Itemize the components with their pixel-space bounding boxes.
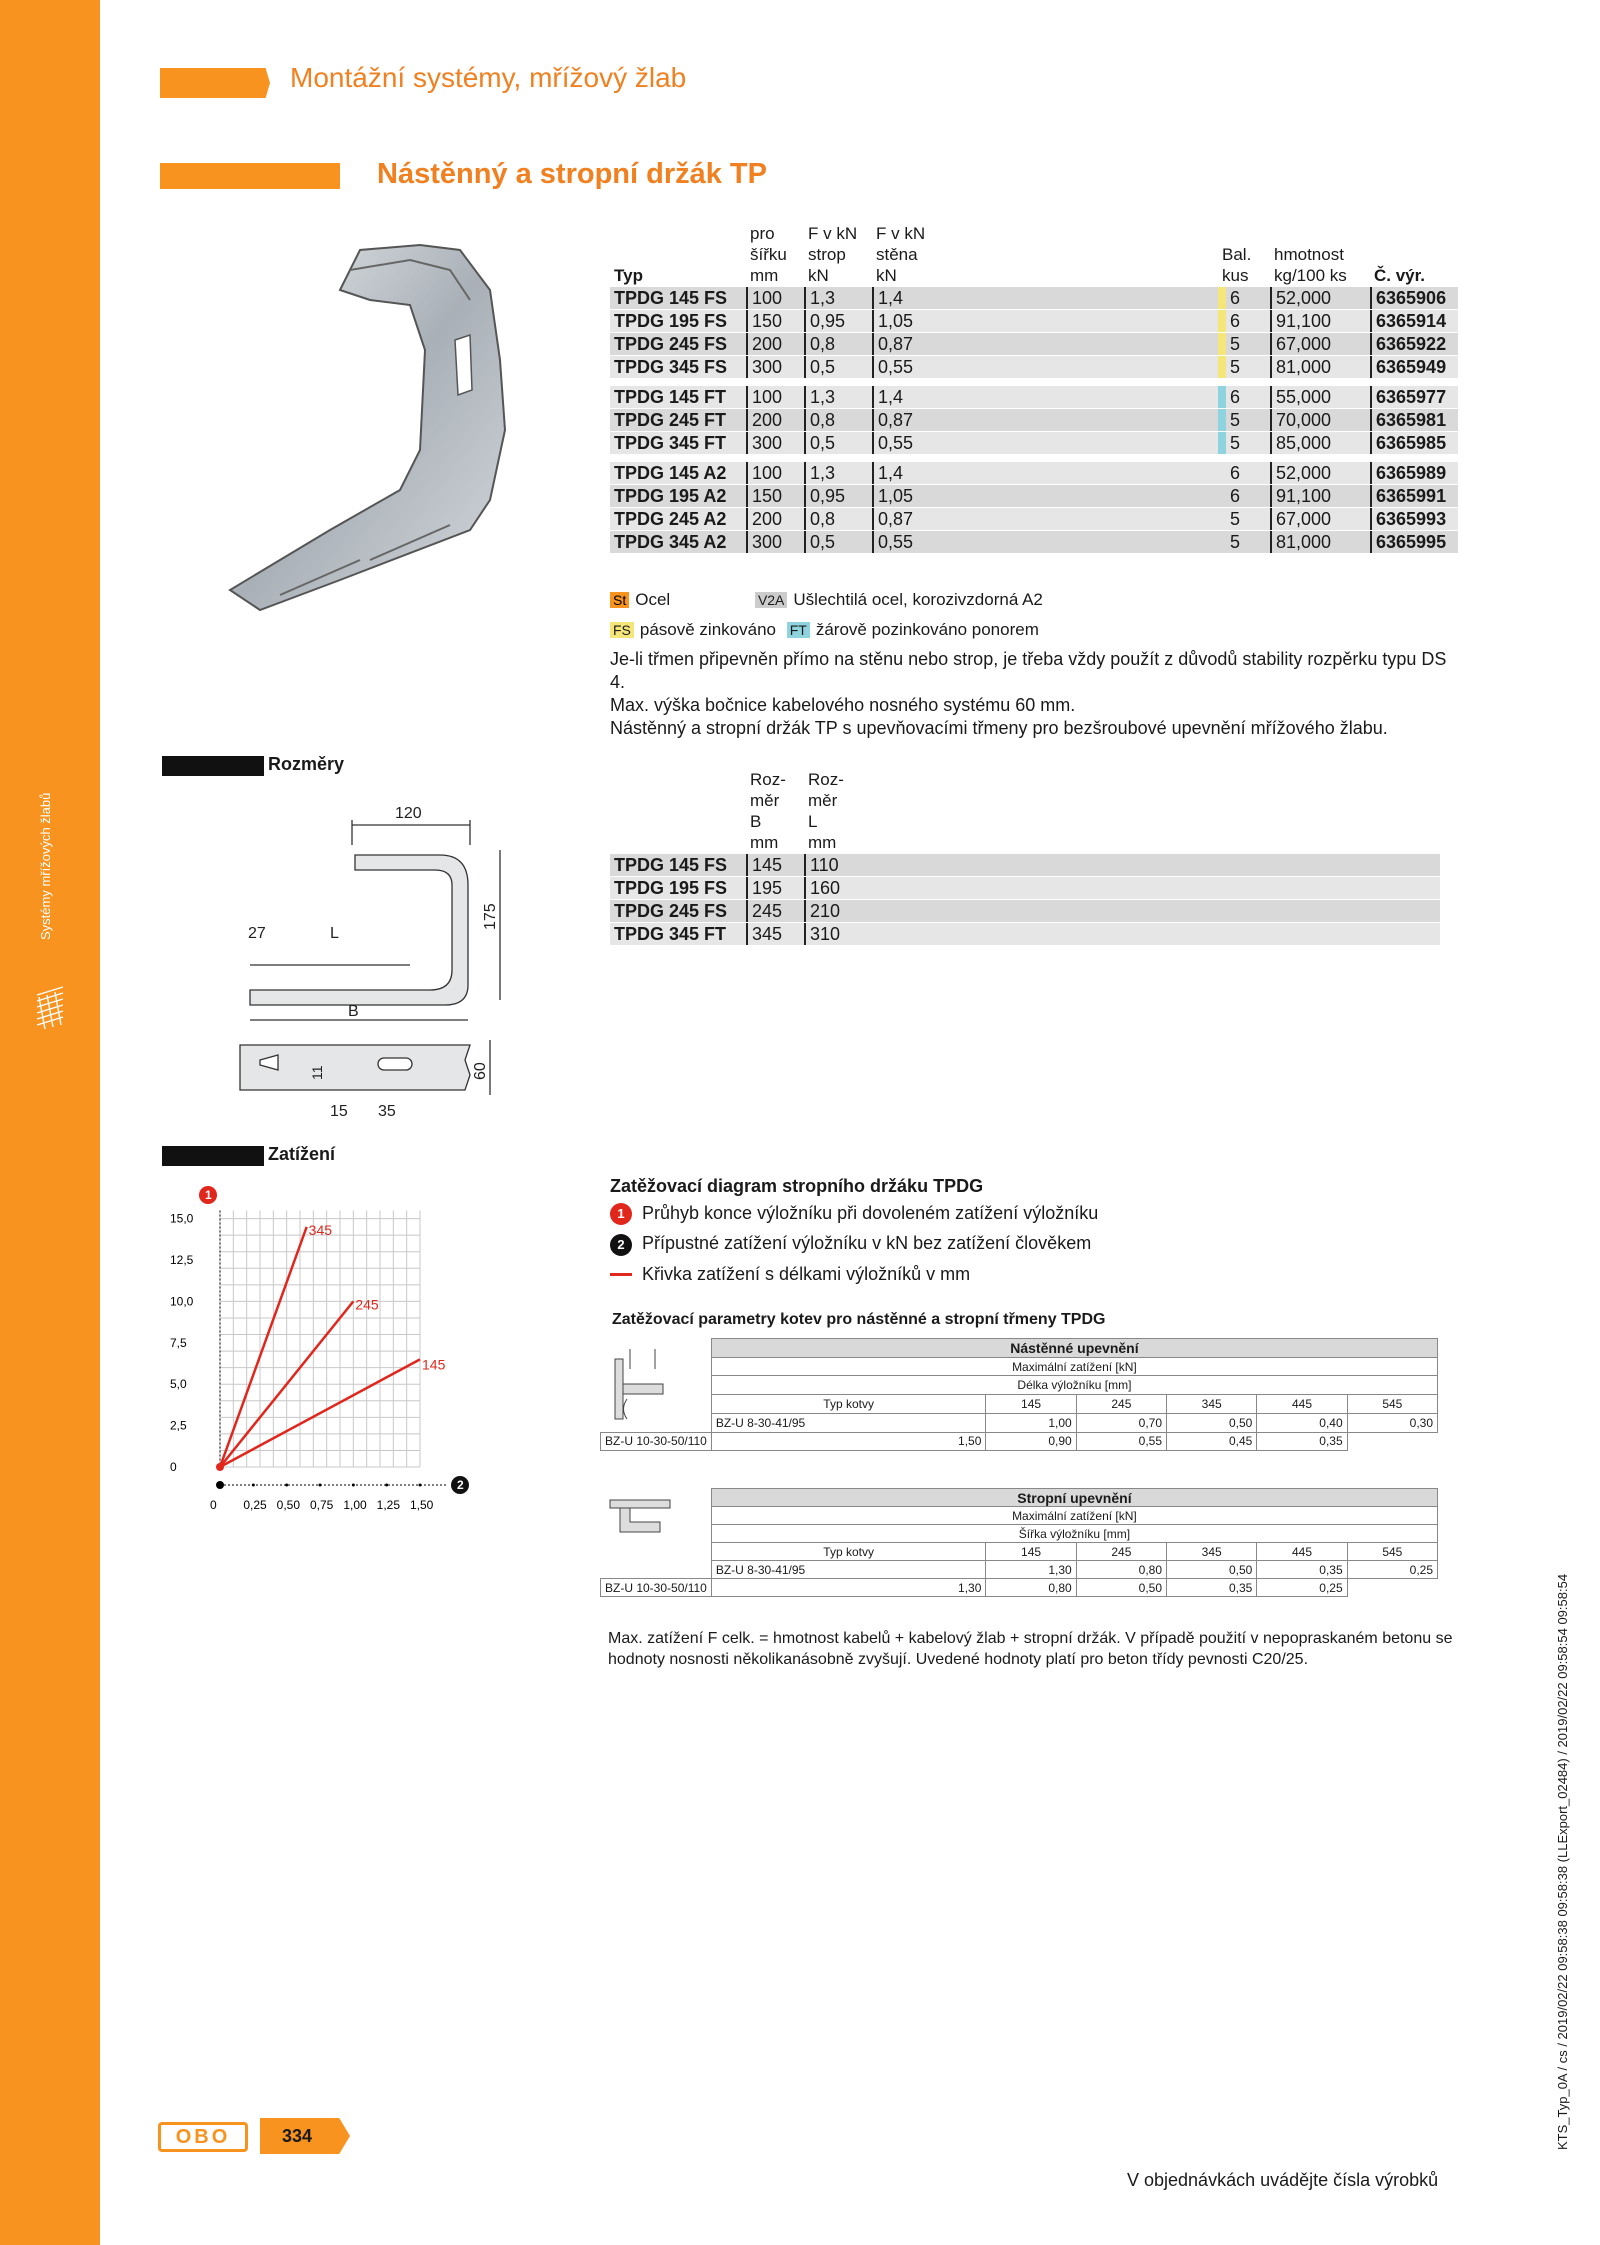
table-cell: 1,30 bbox=[711, 1579, 986, 1597]
header-cell: 245 bbox=[1076, 1543, 1166, 1561]
table-row: TPDG 195 FS 150 0,95 1,05 6 91,100 6365914 bbox=[610, 310, 1458, 332]
table-cell: 1,30 bbox=[986, 1561, 1076, 1579]
section-bar bbox=[160, 163, 340, 189]
x-tick-mark bbox=[419, 1484, 422, 1487]
anchors-title: Zatěžovací parametry kotev pro nástěnné a stropní třmeny TPDG bbox=[612, 1311, 1106, 1328]
wall-mount-icon bbox=[605, 1339, 675, 1429]
load-title: Zatěžovací diagram stropního držáku TPDG bbox=[610, 1176, 984, 1196]
page-header-title: Montážní systémy, mřížový žlab bbox=[290, 62, 687, 93]
table-row: TPDG 145 FT 100 1,3 1,4 6 55,000 6365977 bbox=[610, 386, 1458, 408]
marker-2: 2 bbox=[610, 1234, 632, 1256]
table-row bbox=[601, 1413, 1438, 1432]
table-row: TPDG 195 FS 195 160 bbox=[610, 877, 1440, 899]
y-tick-label: 15,0 bbox=[170, 1211, 194, 1226]
table-row: TPDG 145 FS 100 1,3 1,4 6 52,000 6365906 bbox=[610, 287, 1458, 309]
header-cell: Typ kotvy bbox=[711, 1543, 986, 1561]
table-cell: 0,35 bbox=[1257, 1561, 1347, 1579]
header-arrow bbox=[160, 68, 270, 98]
table-cell: BZ-U 10-30-50/110 bbox=[601, 1432, 712, 1450]
table-cell: BZ-U 8-30-41/95 bbox=[711, 1413, 986, 1432]
dim-120: 120 bbox=[395, 805, 422, 822]
load-bar bbox=[162, 1146, 264, 1166]
table-row: TPDG 345 A2 300 0,5 0,55 5 81,000 6365995 bbox=[610, 531, 1458, 553]
table-cell: 0,25 bbox=[1257, 1579, 1347, 1597]
x-tick-label: 1,00 bbox=[343, 1498, 367, 1512]
table-row: TPDG 245 FS 200 0,8 0,87 5 67,000 6365922 bbox=[610, 333, 1458, 355]
x-tick-mark bbox=[285, 1484, 288, 1487]
chart-origin-dot bbox=[216, 1481, 224, 1489]
st-tag: St bbox=[610, 592, 629, 608]
header-cell: 445 bbox=[1257, 1395, 1347, 1414]
note-3: Nástěnný a stropní držák TP s upevňovacími třmeny pro bezšroubové upevnění mřížového žlabu. bbox=[610, 718, 1388, 738]
table-row: TPDG 345 FT 345 310 bbox=[610, 923, 1440, 945]
notes bbox=[610, 648, 1460, 740]
footer-text: V objednávkách uvádějte čísla výrobků bbox=[1127, 2170, 1439, 2190]
table-cell: 0,80 bbox=[986, 1579, 1076, 1597]
footer-meta: KTS_Typ_0A / cs / 2019/02/22 09:58:38 09:58:38 (LLExport_02484) / 2019/02/22 09:58:54 09:58:54 bbox=[1555, 1573, 1570, 2150]
load-description: Zatěžovací diagram stropního držáku TPDG 1 Průhyb konce výložníku při dovoleném zatížení výložníku 2 Přípustné zatížení výložníku v kN bez zatížení člověkem Křivka zatížení s délkami výložníků v mm bbox=[610, 1176, 1460, 1285]
ft-tag: FT bbox=[787, 622, 810, 638]
dim-11: 11 bbox=[309, 1065, 325, 1080]
table-row bbox=[601, 1579, 1438, 1597]
x-tick-mark bbox=[319, 1484, 322, 1487]
table-cell: 0,50 bbox=[1076, 1579, 1166, 1597]
header-cell: 345 bbox=[1167, 1395, 1257, 1414]
table-row: TPDG 145 FS 145 110 bbox=[610, 854, 1440, 876]
x-tick-label: 0,50 bbox=[276, 1498, 301, 1512]
wall-header-row bbox=[601, 1395, 1438, 1414]
x-tick-label: 0 bbox=[210, 1498, 217, 1512]
table-row: TPDG 345 FT 300 0,5 0,55 5 85,000 6365985 bbox=[610, 432, 1458, 454]
y-tick-label: 7,5 bbox=[170, 1335, 187, 1350]
x-tick-label: 0,75 bbox=[310, 1498, 334, 1512]
table-row bbox=[601, 1561, 1438, 1579]
wall-anchor-table: Nástěnné upevnění Maximální zatížení [kN] Délka výložníku [mm] Typ kotvy 145 245 345 445 545 BZ-U 8-30-41/95 1,00 0,70 0,50 0,40 0,30 BZ-U 10-30-50/110 1,50 0,90 0,55 0,45 0,35 bbox=[600, 1338, 1438, 1468]
curve-origin-dot bbox=[216, 1463, 224, 1471]
table-cell: 0,90 bbox=[986, 1432, 1076, 1450]
table-cell: 0,45 bbox=[1167, 1432, 1257, 1450]
header-cell: 545 bbox=[1347, 1395, 1437, 1414]
sidebar-vertical-label: Systémy mřížových žlabů bbox=[38, 792, 53, 940]
ceiling-anchor-table: Stropní upevnění Maximální zatížení [kN] Šířka výložníku [mm] Typ kotvy 145 245 345 445 545 BZ-U 8-30-41/95 1,30 0,80 0,50 0,35 0,25 BZ-U 10-30-50/110 1,30 0,80 0,50 0,35 0,25 bbox=[600, 1488, 1438, 1597]
dims-bar bbox=[162, 756, 264, 776]
v2a-tag: V2A bbox=[755, 592, 787, 608]
dim-L: L bbox=[330, 925, 339, 942]
ceiling-mount-icon bbox=[605, 1492, 675, 1572]
x-tick-mark bbox=[385, 1484, 388, 1487]
sidebar-band bbox=[0, 0, 100, 2245]
series-label: 145 bbox=[422, 1356, 446, 1373]
header-cell: 145 bbox=[986, 1543, 1076, 1561]
table-cell: BZ-U 10-30-50/110 bbox=[601, 1579, 712, 1597]
curve-legend-line bbox=[610, 1273, 632, 1276]
product-spec-table: Typ pro šířku mm F v kN strop kN F v kN stěna kN Bal. kus hmotnost kg/100 ks Č. výr. TPDG 145 FS 100 1,3 1,4 6 52,000 6365906 TPDG 195 FS 150 0,95 1,05 6 91,100 6365914 TPDG 245 FS 200 0,8 0,87 5 67,000 6365922 TPDG 345 FS 300 0,5 0,55 5 81,000 6365949 TPDG 145 FT 100 1,3 1,4 6 55,000 6365977 TPDG 245 FT 200 0,8 0,87 5 70,000 6365981 TPDG 345 FT 300 0,5 0,55 5 85,000 6365985 TPDG 145 A2 100 1,3 1,4 6 52,000 6365989 TPDG 195 A2 150 0,95 1,05 6 91,100 6365991 TPDG 245 A2 200 0,8 0,87 5 67,000 6365993 TPDG 345 A2 300 0,5 0,55 5 81,000 6365995 bbox=[610, 222, 1470, 554]
marker-1: 1 bbox=[610, 1203, 632, 1225]
note-1: Je-li třmen připevněn přímo na stěnu nebo strop, je třeba vždy použít z důvodů stability rozpěrku typu DS 4. bbox=[610, 649, 1447, 692]
marker-1-icon bbox=[199, 1186, 217, 1204]
y-tick-label: 2,5 bbox=[170, 1418, 187, 1433]
dim-27: 27 bbox=[248, 925, 266, 942]
dim-175: 175 bbox=[482, 903, 499, 930]
x-tick-label: 1,50 bbox=[410, 1498, 434, 1512]
cable-tray-icon bbox=[33, 985, 73, 1035]
section-title: Nástěnný a stropní držák TP bbox=[377, 158, 767, 190]
table-cell: 0,35 bbox=[1167, 1579, 1257, 1597]
table-cell: 1,50 bbox=[711, 1432, 986, 1450]
svg-text:1: 1 bbox=[205, 1188, 212, 1202]
header-cell: Typ kotvy bbox=[711, 1395, 986, 1414]
series-label: 245 bbox=[355, 1296, 379, 1313]
table-cell: 0,50 bbox=[1167, 1561, 1257, 1579]
x-tick-mark bbox=[252, 1484, 255, 1487]
table-cell: 0,35 bbox=[1257, 1432, 1347, 1450]
product-image bbox=[220, 230, 520, 610]
dims-label: Rozměry bbox=[268, 754, 345, 774]
fs-tag: FS bbox=[610, 622, 634, 638]
y-tick-label: 12,5 bbox=[170, 1253, 194, 1267]
table-cell: 0,55 bbox=[1076, 1432, 1166, 1450]
header-cell: 145 bbox=[986, 1395, 1076, 1414]
header-cell: 445 bbox=[1257, 1543, 1347, 1561]
x-tick-label: 1,25 bbox=[376, 1498, 401, 1512]
header-cell: 345 bbox=[1167, 1543, 1257, 1561]
table-cell: 0,25 bbox=[1347, 1561, 1437, 1579]
obo-logo: OBO bbox=[158, 2122, 248, 2152]
marker-2-icon bbox=[451, 1476, 469, 1494]
dimension-table: Roz- měr B mm Roz- měr L mm TPDG 145 FS 145 110 TPDG 195 FS 195 160 TPDG 245 FS 245 210 TPDG 345 FT 345 310 bbox=[610, 768, 1450, 946]
page-number: 334 bbox=[282, 2126, 313, 2146]
ceiling-header-row bbox=[601, 1543, 1438, 1561]
dimension-drawing bbox=[230, 790, 530, 1120]
table-cell: 0,40 bbox=[1257, 1413, 1347, 1432]
header-cell: 245 bbox=[1076, 1395, 1166, 1414]
y-tick-label: 0 bbox=[170, 1460, 177, 1474]
material-legend: St Ocel V2A Ušlechtilá ocel, korozivzdorná A2 FS pásově zinkováno FT žárově pozinkováno ponorem bbox=[610, 590, 1043, 640]
x-tick-mark bbox=[352, 1484, 355, 1487]
dim-35: 35 bbox=[378, 1103, 396, 1120]
dim-B: B bbox=[348, 1003, 359, 1020]
table-cell: BZ-U 8-30-41/95 bbox=[711, 1561, 986, 1579]
load-chart bbox=[150, 1175, 570, 1512]
table-cell: 0,80 bbox=[1076, 1561, 1166, 1579]
table-row: TPDG 245 A2 200 0,8 0,87 5 67,000 6365993 bbox=[610, 508, 1458, 530]
dim-60: 60 bbox=[472, 1062, 489, 1080]
table-cell: 0,50 bbox=[1167, 1413, 1257, 1432]
table-row: TPDG 245 FS 245 210 bbox=[610, 900, 1440, 922]
svg-text:2: 2 bbox=[457, 1478, 464, 1492]
header-cell: 545 bbox=[1347, 1543, 1437, 1561]
table-row: TPDG 145 A2 100 1,3 1,4 6 52,000 6365989 bbox=[610, 462, 1458, 484]
x-tick-label: 0,25 bbox=[243, 1498, 267, 1512]
anchors-note: Max. zatížení F celk. = hmotnost kabelů + kabelový žlab + stropní držák. V případě použití v nepopraskaném betonu se hodnoty nosnosti několikanásobně zvyšují. Uvedené hodnoty platí pro beton třídy pevnosti C20/25. bbox=[608, 1630, 1453, 1668]
table-row bbox=[601, 1432, 1438, 1450]
table-cell: 0,70 bbox=[1076, 1413, 1166, 1432]
table-row: TPDG 245 FT 200 0,8 0,87 5 70,000 6365981 bbox=[610, 409, 1458, 431]
dim-15: 15 bbox=[330, 1103, 348, 1120]
table-row: TPDG 195 A2 150 0,95 1,05 6 91,100 6365991 bbox=[610, 485, 1458, 507]
note-2: Max. výška bočnice kabelového nosného systému 60 mm. bbox=[610, 695, 1076, 715]
y-tick-label: 10,0 bbox=[170, 1294, 194, 1309]
y-tick-label: 5,0 bbox=[170, 1377, 187, 1392]
table-cell: 1,00 bbox=[986, 1413, 1076, 1432]
table-row: TPDG 345 FS 300 0,5 0,55 5 81,000 6365949 bbox=[610, 356, 1458, 378]
load-label: Zatížení bbox=[268, 1144, 336, 1164]
table-cell: 0,30 bbox=[1347, 1413, 1437, 1432]
series-label: 345 bbox=[308, 1221, 333, 1238]
